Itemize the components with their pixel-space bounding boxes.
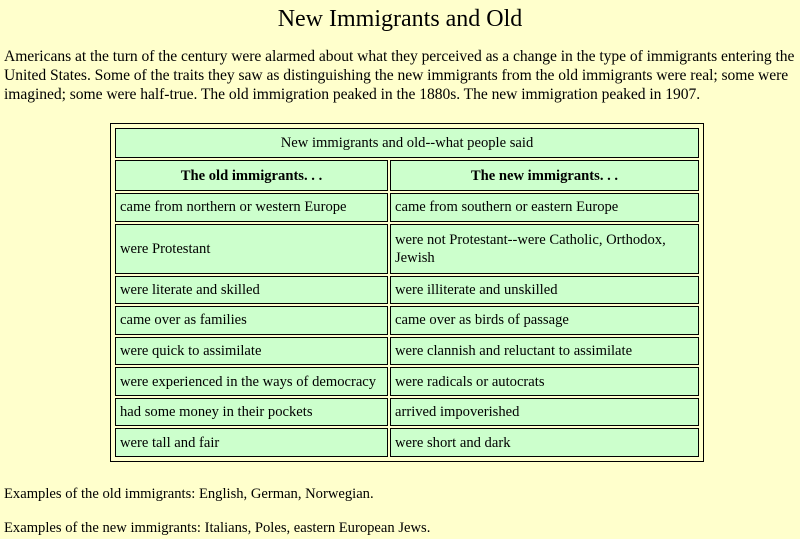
table-row <box>115 398 699 427</box>
table-caption: New immigrants and old--what people said <box>115 128 699 158</box>
cell-new: were short and dark <box>390 428 699 457</box>
cell-old: were experienced in the ways of democracy <box>115 367 388 396</box>
page <box>0 5 800 539</box>
cell-new: came over as birds of passage <box>390 306 699 335</box>
cell-old: had some money in their pockets <box>115 398 388 427</box>
cell-new: were illiterate and unskilled <box>390 276 699 305</box>
cell-old: were tall and fair <box>115 428 388 457</box>
cell-old: came over as families <box>115 306 388 335</box>
comparison-table <box>113 126 701 459</box>
cell-old: were literate and skilled <box>115 276 388 305</box>
examples-new-immigrants: Examples of the new immigrants: Italians, Poles, eastern European Jews. <box>4 520 431 536</box>
cell-old: were quick to assimilate <box>115 337 388 366</box>
comparison-table-frame <box>110 123 704 462</box>
cell-old: were Protestant <box>115 224 388 274</box>
header-new-immigrants: The new immigrants. . . <box>390 160 699 191</box>
page-title: New Immigrants and Old <box>277 6 523 32</box>
cell-new: came from southern or eastern Europe <box>390 193 699 222</box>
cell-old: came from northern or western Europe <box>115 193 388 222</box>
table-row <box>115 367 699 396</box>
cell-new: were radicals or autocrats <box>390 367 699 396</box>
header-old-immigrants: The old immigrants. . . <box>115 160 388 191</box>
table-caption-row <box>115 128 699 158</box>
cell-new: arrived impoverished <box>390 398 699 427</box>
cell-new: were not Protestant--were Catholic, Orthodox, Jewish <box>390 224 699 274</box>
table-row <box>115 337 699 366</box>
table-row <box>115 428 699 457</box>
examples-old-immigrants: Examples of the old immigrants: English, German, Norwegian. <box>4 486 374 502</box>
table-header-row <box>115 160 699 191</box>
table-row <box>115 193 699 222</box>
cell-new: were clannish and reluctant to assimilate <box>390 337 699 366</box>
table-row <box>115 224 699 274</box>
table-row <box>115 306 699 335</box>
intro-paragraph: Americans at the turn of the century were alarmed about what they perceived as a change in the type of immigrants entering the United States. Some of the traits they saw as distinguishing the new immigrants from the old immigrants were real; some were imagined; some were half-true. The old immigration peaked in the 1880s. The new immigration peaked in 1907. <box>4 48 795 103</box>
table-row <box>115 276 699 305</box>
